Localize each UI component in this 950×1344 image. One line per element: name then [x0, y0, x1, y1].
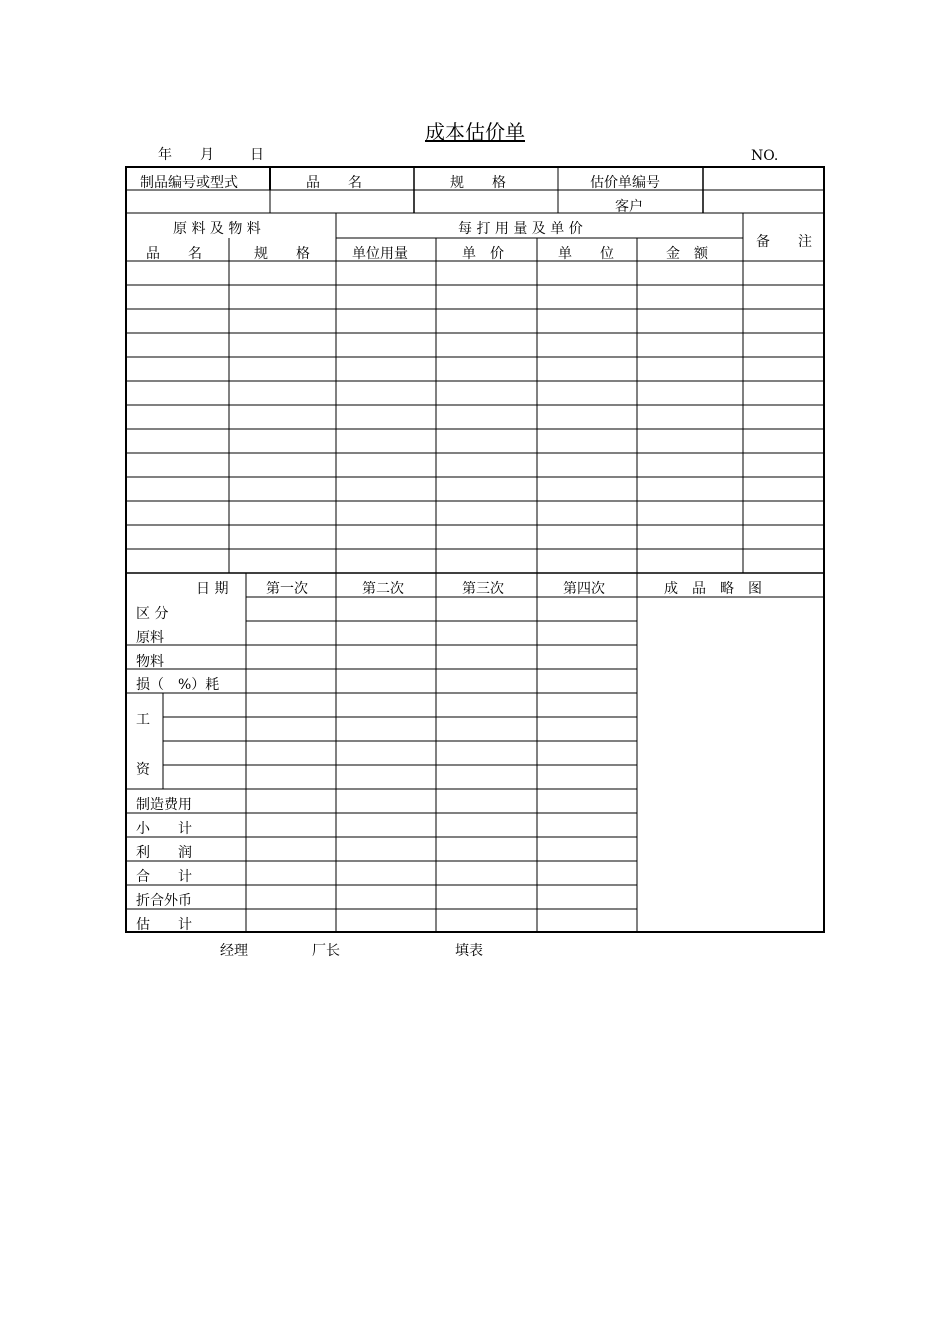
- signature-prepared-by: 填表: [455, 943, 483, 959]
- round-4-header: 第四次: [563, 581, 605, 597]
- customer-label: 客户: [615, 199, 643, 215]
- product-code-header: 制品编号或型式: [140, 175, 238, 191]
- row-subtotal: 小 计: [136, 821, 192, 837]
- remark-header: 备 注: [756, 234, 812, 250]
- row-raw-material: 原料: [136, 630, 164, 646]
- date-month-label: 月: [200, 147, 214, 163]
- row-estimate: 估 计: [136, 917, 192, 933]
- spec-header: 规 格: [450, 175, 506, 191]
- usage-group-title: 每 打 用 量 及 单 价: [458, 221, 583, 237]
- row-total: 合 计: [136, 869, 192, 885]
- row-profit: 利 润: [136, 845, 192, 861]
- col-material-spec: 规 格: [254, 246, 310, 262]
- row-wage-bottom: 资: [136, 762, 150, 778]
- row-wage-top: 工: [136, 712, 150, 728]
- product-name-header: 品 名: [306, 175, 362, 191]
- col-unit: 单 位: [558, 246, 614, 262]
- round-1-header: 第一次: [266, 581, 308, 597]
- signature-factory-director: 厂长: [312, 943, 340, 959]
- number-label: NO.: [751, 148, 779, 164]
- date-year-label: 年: [158, 147, 172, 163]
- row-overhead: 制造费用: [136, 797, 192, 813]
- materials-group-title: 原 料 及 物 料: [173, 221, 261, 237]
- round-2-header: 第二次: [362, 581, 404, 597]
- row-loss: 损（ %）耗: [136, 677, 220, 693]
- round-3-header: 第三次: [462, 581, 504, 597]
- page-title: 成本估价单: [425, 120, 525, 144]
- date-column-label: 日 期: [196, 581, 229, 597]
- category-label: 区 分: [136, 606, 169, 622]
- row-material: 物料: [136, 654, 164, 670]
- col-unit-usage: 单位用量: [352, 246, 408, 262]
- signature-manager: 经理: [220, 943, 248, 959]
- col-amount: 金 额: [666, 246, 708, 262]
- quote-number-header: 估价单编号: [590, 175, 660, 191]
- date-day-label: 日: [250, 147, 264, 163]
- col-unit-price: 单 价: [462, 246, 504, 262]
- row-foreign-currency: 折合外币: [136, 893, 192, 909]
- col-material-name: 品 名: [146, 246, 202, 262]
- product-sketch-label: 成 品 略 图: [664, 581, 762, 597]
